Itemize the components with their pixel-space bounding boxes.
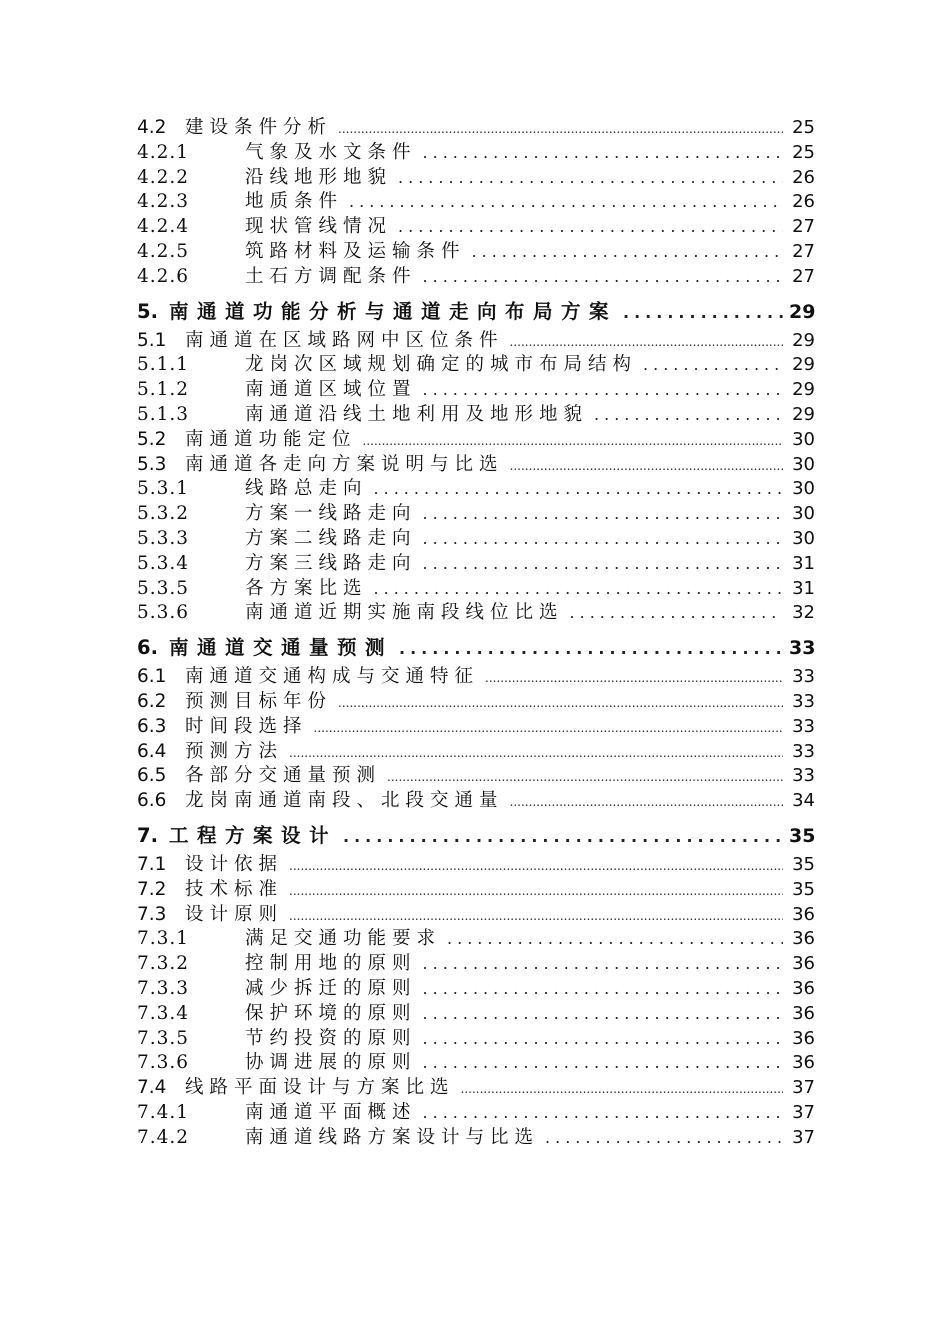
dot-leader [374, 577, 783, 602]
toc-entry-page-number: 26 [792, 166, 815, 188]
toc-entry-number: 5.3 [137, 453, 167, 475]
toc-entry-sub[interactable] [137, 265, 815, 290]
toc-entry-sub[interactable] [137, 1051, 815, 1076]
toc-entry-page-number: 29 [792, 354, 815, 376]
dot-leader [423, 527, 783, 552]
dot-leader [423, 265, 783, 290]
toc-entry-sub[interactable] [137, 403, 815, 428]
dot-leader [447, 927, 783, 952]
dot-leader [423, 952, 783, 977]
toc-entry-number: 7.3.1 [137, 928, 190, 950]
toc-entry-page-number: 36 [792, 1027, 815, 1049]
dot-leader [423, 552, 783, 577]
toc-entry-number: 4.2.6 [137, 265, 190, 287]
toc-entry-number: 5. [137, 299, 158, 323]
toc-entry-sub[interactable] [137, 502, 815, 527]
toc-entry-title: 南通道在区域路网中区位条件 [185, 329, 504, 351]
dot-leader [545, 1126, 783, 1151]
toc-entry-title: 南通道各走向方案说明与比选 [185, 453, 504, 475]
dot-leader [423, 1027, 783, 1052]
toc-entry-title: 设计原则 [185, 903, 284, 925]
toc-entry-title: 线路平面设计与方案比选 [185, 1077, 455, 1099]
toc-entry-sub[interactable] [137, 353, 815, 378]
toc-entry-number: 5.3.3 [137, 527, 190, 549]
dot-leader [594, 403, 783, 428]
toc-entry-title: 协调进展的原则 [245, 1052, 417, 1074]
toc-entry-sub[interactable] [137, 378, 815, 403]
toc-entry-page-number: 29 [792, 379, 815, 401]
toc-entry-title: 筑路材料及运输条件 [245, 240, 466, 262]
toc-entry-sec[interactable] [137, 903, 815, 928]
toc-entry-page-number: 37 [792, 1101, 815, 1123]
toc-entry-number: 6.6 [137, 790, 167, 812]
toc-entry-page-number: 29 [789, 300, 816, 323]
toc-entry-number: 6. [137, 636, 158, 660]
toc-entry-page-number: 36 [792, 977, 815, 999]
dot-leader [423, 1051, 783, 1076]
toc-entry-chapter[interactable] [137, 819, 815, 853]
toc-entry-title: 控制用地的原则 [245, 953, 417, 975]
toc-entry-title: 建设条件分析 [185, 117, 333, 138]
table-of-contents [137, 116, 815, 1150]
toc-entry-sec[interactable] [137, 453, 815, 478]
dot-leader [289, 904, 783, 929]
toc-entry-title: 龙岗次区域规划确定的城市布局结构 [245, 354, 638, 376]
toc-entry-title: 南通道线路方案设计与比选 [245, 1126, 540, 1148]
toc-entry-title: 工程方案设计 [169, 823, 338, 847]
toc-entry-sub[interactable] [137, 166, 815, 191]
dot-leader [289, 854, 783, 879]
toc-entry-page-number: 33 [792, 740, 815, 762]
dot-leader [643, 353, 783, 378]
toc-entry-page-number: 35 [789, 824, 816, 847]
dot-leader [374, 477, 783, 502]
toc-entry-number: 7.4 [137, 1077, 167, 1099]
toc-entry-page-number: 34 [792, 790, 815, 812]
toc-entry-sub[interactable] [137, 190, 815, 215]
toc-entry-title: 预测目标年份 [185, 690, 333, 712]
toc-entry-page-number: 36 [792, 1052, 815, 1074]
toc-entry-chapter[interactable] [137, 631, 815, 665]
toc-entry-title: 技术标准 [185, 878, 284, 900]
toc-entry-sub[interactable] [137, 477, 815, 502]
dot-leader [289, 879, 783, 904]
dot-leader [338, 117, 783, 142]
dot-leader [398, 215, 783, 240]
toc-entry-sec[interactable] [137, 715, 815, 740]
toc-entry-number: 7.4.2 [137, 1126, 190, 1148]
toc-entry-number: 4.2 [137, 117, 167, 138]
toc-entry-page-number: 33 [792, 690, 815, 712]
toc-entry-sec[interactable] [137, 853, 815, 878]
toc-entry-sec[interactable] [137, 764, 815, 789]
toc-entry-page-number: 30 [792, 478, 815, 500]
toc-entry-number: 5.1.2 [137, 379, 190, 401]
toc-entry-title: 沿线地形地貌 [245, 166, 393, 188]
toc-entry-sec[interactable] [137, 740, 815, 765]
dot-leader [338, 691, 783, 716]
toc-entry-title: 保护环境的原则 [245, 1002, 417, 1024]
toc-entry-number: 4.2.2 [137, 166, 190, 188]
toc-entry-sub[interactable] [137, 141, 815, 166]
toc-entry-title: 南通道交通量预测 [169, 636, 394, 660]
toc-entry-number: 7.3.6 [137, 1052, 190, 1074]
toc-entry-number: 5.3.4 [137, 552, 190, 574]
dot-leader [510, 330, 783, 355]
toc-entry-sec[interactable] [137, 116, 815, 141]
toc-entry-page-number: 27 [792, 240, 815, 262]
toc-entry-sub[interactable] [137, 215, 815, 240]
dot-leader [314, 716, 783, 741]
dot-leader [363, 429, 783, 454]
toc-entry-title: 南通道功能分析与通道走向布局方案 [169, 299, 618, 323]
toc-entry-title: 土石方调配条件 [245, 265, 417, 287]
toc-entry-title: 满足交通功能要求 [245, 928, 442, 950]
toc-entry-sub[interactable] [137, 1027, 815, 1052]
toc-entry-title: 气象及水文条件 [245, 141, 417, 163]
toc-entry-title: 设计依据 [185, 853, 284, 875]
toc-entry-sub[interactable] [137, 1126, 815, 1151]
toc-entry-sub[interactable] [137, 601, 815, 626]
toc-entry-title: 龙岗南通道南段、北段交通量 [185, 790, 504, 812]
toc-entry-number: 5.3.1 [137, 478, 190, 500]
toc-entry-sub[interactable] [137, 240, 815, 265]
toc-entry-title: 各部分交通量预测 [185, 765, 382, 787]
toc-entry-page-number: 36 [792, 928, 815, 950]
toc-entry-title: 线路总走向 [245, 478, 368, 500]
toc-entry-page-number: 37 [792, 1126, 815, 1148]
toc-entry-page-number: 36 [792, 953, 815, 975]
toc-entry-number: 7.3.5 [137, 1027, 190, 1049]
toc-entry-sec[interactable] [137, 329, 815, 354]
toc-entry-chapter[interactable] [137, 295, 815, 329]
toc-entry-number: 7.3.3 [137, 977, 190, 999]
toc-entry-title: 南通道交通构成与交通特征 [185, 666, 480, 688]
toc-entry-sub[interactable] [137, 927, 815, 952]
toc-entry-number: 7.3.2 [137, 953, 190, 975]
toc-entry-page-number: 30 [792, 453, 815, 475]
dot-leader [349, 190, 783, 215]
toc-entry-page-number: 31 [792, 552, 815, 574]
toc-entry-number: 7.3.4 [137, 1002, 190, 1024]
toc-entry-title: 各方案比选 [245, 577, 368, 599]
toc-entry-number: 6.4 [137, 740, 167, 762]
toc-entry-page-number: 33 [789, 637, 816, 660]
toc-entry-title: 南通道功能定位 [185, 428, 357, 450]
toc-entry-sub[interactable] [137, 977, 815, 1002]
toc-entry-page-number: 25 [792, 141, 815, 163]
toc-entry-title: 地质条件 [245, 191, 344, 213]
toc-entry-page-number: 37 [792, 1077, 815, 1099]
toc-entry-number: 5.3.6 [137, 602, 190, 624]
toc-entry-page-number: 29 [792, 403, 815, 425]
toc-entry-page-number: 30 [792, 527, 815, 549]
toc-entry-page-number: 29 [792, 329, 815, 351]
toc-entry-number: 5.2 [137, 428, 167, 450]
toc-entry-sub[interactable] [137, 552, 815, 577]
toc-entry-page-number: 36 [792, 903, 815, 925]
toc-entry-page-number: 27 [792, 216, 815, 238]
toc-entry-page-number: 32 [792, 602, 815, 624]
toc-entry-page-number: 26 [792, 191, 815, 213]
toc-entry-sub[interactable] [137, 1002, 815, 1027]
dot-leader [399, 632, 783, 666]
toc-entry-number: 7.1 [137, 853, 167, 875]
toc-entry-sec[interactable] [137, 690, 815, 715]
toc-entry-sec[interactable] [137, 428, 815, 453]
dot-leader [570, 601, 783, 626]
toc-entry-number: 7.3 [137, 903, 167, 925]
toc-entry-sub[interactable] [137, 577, 815, 602]
toc-entry-page-number: 35 [792, 853, 815, 875]
toc-entry-title: 南通道平面概述 [245, 1101, 417, 1123]
dot-leader [485, 666, 783, 691]
toc-entry-number: 6.2 [137, 690, 167, 712]
dot-leader [423, 141, 783, 166]
toc-entry-title: 方案一线路走向 [245, 503, 417, 525]
toc-entry-page-number: 33 [792, 666, 815, 688]
toc-entry-title: 现状管线情况 [245, 216, 393, 238]
toc-entry-number: 5.1 [137, 329, 167, 351]
toc-entry-number: 4.2.5 [137, 240, 190, 262]
toc-entry-page-number: 30 [792, 503, 815, 525]
toc-entry-number: 4.2.1 [137, 141, 190, 163]
toc-entry-number: 5.3.5 [137, 577, 190, 599]
toc-entry-number: 6.3 [137, 715, 167, 737]
toc-entry-title: 减少拆迁的原则 [245, 977, 417, 999]
toc-entry-page-number: 36 [792, 1002, 815, 1024]
dot-leader [510, 454, 783, 479]
toc-entry-page-number: 25 [792, 117, 815, 138]
toc-entry-sec[interactable] [137, 1076, 815, 1101]
dot-leader [289, 741, 783, 766]
toc-entry-page-number: 35 [792, 878, 815, 900]
dot-leader [510, 790, 783, 815]
toc-entry-sec[interactable] [137, 789, 815, 814]
toc-entry-title: 时间段选择 [185, 715, 308, 737]
dot-leader [472, 240, 783, 265]
dot-leader [423, 977, 783, 1002]
dot-leader [461, 1077, 783, 1102]
toc-entry-number: 7.2 [137, 878, 167, 900]
toc-entry-number: 7. [137, 823, 158, 847]
dot-leader [423, 502, 783, 527]
toc-entry-title: 方案三线路走向 [245, 552, 417, 574]
toc-entry-title: 预测方法 [185, 740, 284, 762]
dot-leader [423, 1101, 783, 1126]
toc-entry-number: 5.1.3 [137, 403, 190, 425]
dot-leader [343, 820, 783, 854]
toc-entry-number: 5.1.1 [137, 354, 190, 376]
toc-entry-page-number: 30 [792, 428, 815, 450]
dot-leader [423, 1002, 783, 1027]
toc-entry-number: 4.2.4 [137, 216, 190, 238]
toc-entry-title: 南通道沿线土地利用及地形地貌 [245, 403, 589, 425]
toc-entry-page-number: 27 [792, 265, 815, 287]
toc-entry-number: 5.3.2 [137, 503, 190, 525]
dot-leader [398, 166, 783, 191]
toc-entry-number: 6.1 [137, 666, 167, 688]
toc-entry-sec[interactable] [137, 878, 815, 903]
dot-leader [387, 765, 783, 790]
toc-entry-sec[interactable] [137, 665, 815, 690]
toc-entry-page-number: 33 [792, 765, 815, 787]
toc-entry-title: 方案二线路走向 [245, 527, 417, 549]
toc-entry-title: 南通道区域位置 [245, 379, 417, 401]
toc-entry-title: 节约投资的原则 [245, 1027, 417, 1049]
toc-entry-sub[interactable] [137, 527, 815, 552]
toc-entry-sub[interactable] [137, 1101, 815, 1126]
toc-entry-number: 6.5 [137, 765, 167, 787]
toc-entry-number: 4.2.3 [137, 191, 190, 213]
toc-entry-page-number: 31 [792, 577, 815, 599]
toc-entry-page-number: 33 [792, 715, 815, 737]
toc-entry-title: 南通道近期实施南段线位比选 [245, 602, 564, 624]
toc-entry-sub[interactable] [137, 952, 815, 977]
toc-entry-number: 7.4.1 [137, 1101, 190, 1123]
dot-leader [623, 296, 783, 330]
dot-leader [423, 378, 783, 403]
